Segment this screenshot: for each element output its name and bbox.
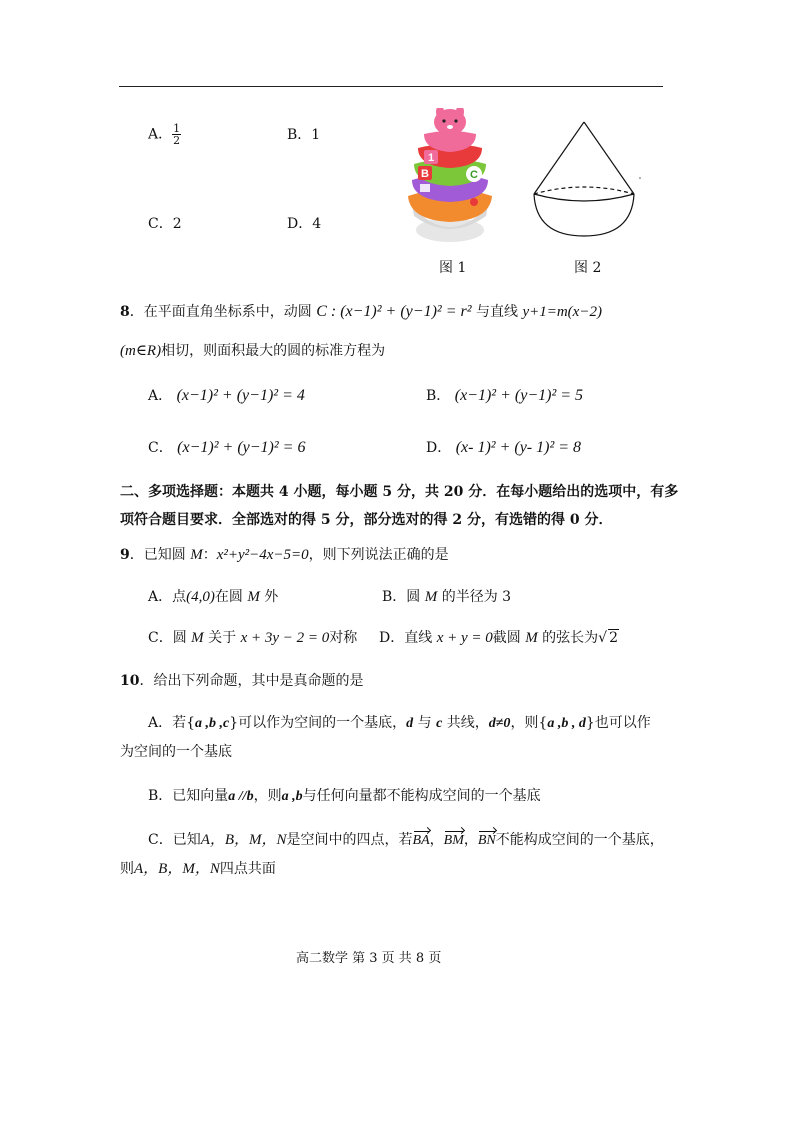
section-2-heading-line-1: 二、多项选择题：本题共 4 小题，每小题 5 分，共 20 分．在每小题给出的选项中，有多 [120, 484, 679, 500]
q8-circle-equation: C : (x−1)² + (y−1)² = r² [316, 303, 472, 320]
question-8-number: 8 [120, 304, 130, 320]
toy-label-b: B [421, 168, 429, 180]
figure-1-caption: 图 1 [439, 260, 467, 276]
q8-option-c: C． (x−1)² + (y−1)² = 6 [148, 439, 306, 456]
toy-label-1: 1 [427, 152, 435, 164]
q10-option-c-line-1: C．已知A，B，M，N是空间中的四点，若BA，BM，BN不能构成空间的一个基底， [148, 832, 664, 848]
page-footer: 高二数学 第 3 页 共 8 页 [296, 951, 442, 966]
q9-option-b: B．圆 M 的半径为 3 [382, 589, 512, 605]
question-10-number: 10 [120, 673, 140, 689]
question-8-line-1: 8．在平面直角坐标系中，动圆 C : (x−1)² + (y−1)² = r² 与直线 y+1=m(x−2) [120, 303, 602, 320]
q7-option-d: D．4 [287, 216, 322, 232]
vector-ba: BA [412, 833, 430, 848]
q10-option-b: B．已知向量a //b，则a ,b与任何向量都不能构成空间的一个基底 [148, 788, 541, 804]
header-rule [119, 86, 663, 87]
q9-option-d: D．直线 x + y = 0截圆 M 的弦长为√ 2 [379, 630, 618, 646]
vector-bn: BN [477, 833, 496, 848]
q10-option-c-line-2: 则A，B，M，N四点共面 [120, 861, 276, 877]
toy-label-c: C [470, 169, 478, 181]
question-9-stem: 9．已知圆 M：x²+y²−4x−5=0，则下列说法正确的是 [120, 547, 449, 563]
q8-option-a: A． (x−1)² + (y−1)² = 4 [148, 387, 305, 404]
q7-option-c: C．2 [148, 216, 182, 232]
q9-circle-equation: x²+y²−4x−5=0 [216, 547, 309, 563]
vector-bm: BM [443, 833, 464, 848]
q9-option-a: A．点(4,0)在圆 M 外 [148, 589, 279, 605]
figure-2-caption: 图 2 [574, 260, 602, 276]
q7-option-b: B．1 [287, 127, 321, 143]
q8-condition: (m∈R) [120, 343, 162, 359]
q9-option-c: C．圆 M 关于 x + 3y − 2 = 0对称 [148, 630, 358, 646]
q10-option-a-line-2: 为空间的一个基底 [120, 744, 232, 760]
q8-line-equation: y+1=m(x−2) [522, 304, 602, 320]
question-10-stem: 10．给出下列命题，其中是真命题的是 [120, 673, 364, 689]
figure-1-stacking-toy [398, 108, 502, 244]
q7-option-a: A． $\frac{1}{2}$ [148, 122, 181, 147]
q8-option-b: B． (x−1)² + (y−1)² = 5 [426, 387, 584, 404]
question-9-number: 9 [120, 547, 130, 563]
q10-option-a-line-1: A．若{a ,b ,c}可以作为空间的一个基底，d 与 c 共线，d≠0，则{a ,b , d}也可以作 [148, 715, 651, 731]
section-2-heading-line-2: 项符合题目要求．全部选对的得 5 分，部分选对的得 2 分，有选错的得 0 分． [120, 512, 613, 528]
fraction-one-half: $\frac{1}{2}$ [173, 122, 181, 147]
q8-option-d: D． (x- 1)² + (y- 1)² = 8 [426, 439, 582, 456]
figure-2-cone-hemisphere [528, 118, 648, 242]
question-8-line-2: (m∈R)相切，则面积最大的圆的标准方程为 [120, 343, 386, 359]
